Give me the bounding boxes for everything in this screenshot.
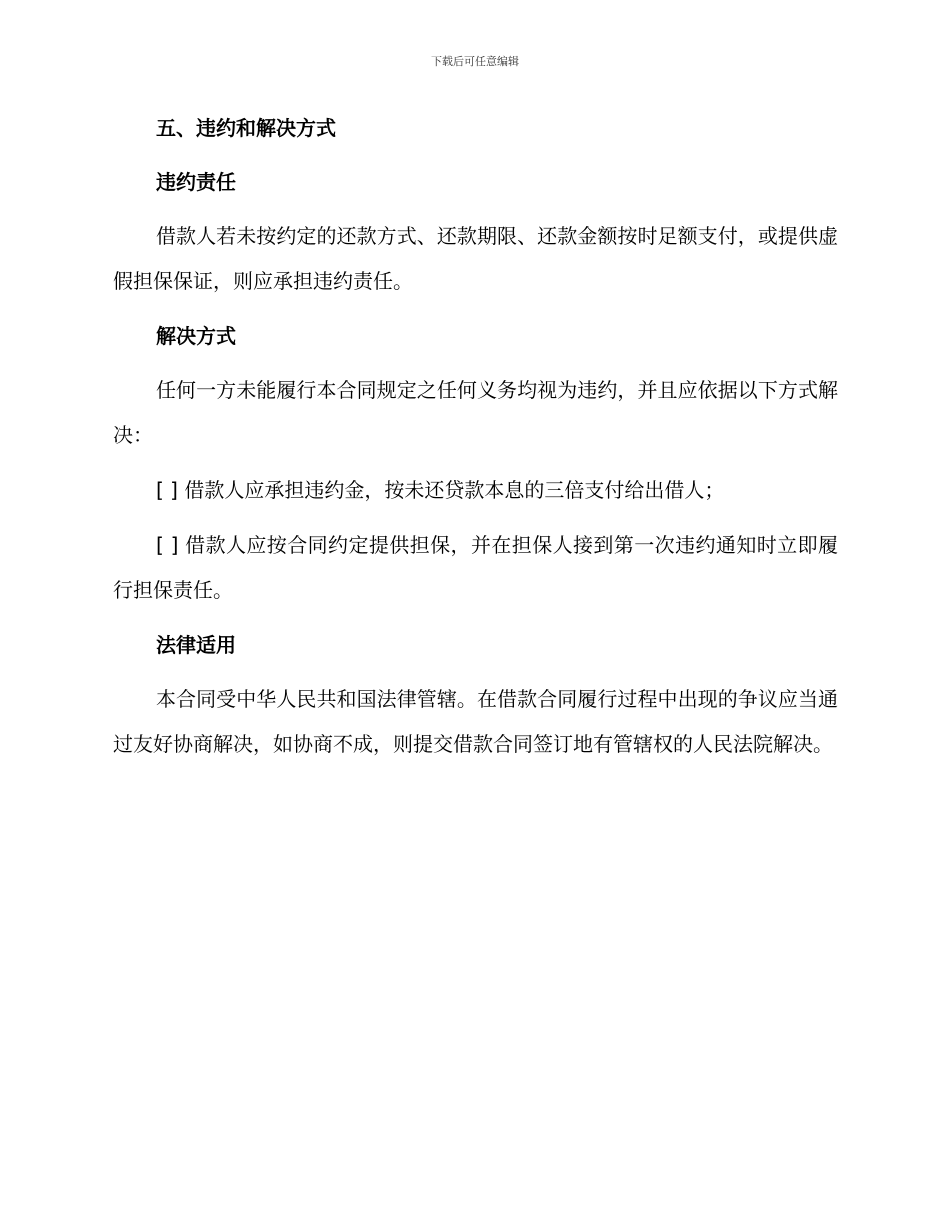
document-content	[113, 106, 838, 777]
section-title: 五、违约和解决方式	[156, 116, 336, 140]
law-heading: 法律适用	[156, 633, 236, 657]
breach-heading: 违约责任	[156, 170, 236, 194]
resolution-option-1: [ ] 借款人应承担违约金，按未还贷款本息的三倍支付给出借人；	[156, 478, 725, 502]
resolution-intro-paragraph: 任何一方未能履行本合同规定之任何义务均视为违约，并且应依据以下方式解决：	[113, 378, 838, 447]
resolution-heading: 解决方式	[156, 324, 236, 348]
breach-paragraph: 借款人若未按约定的还款方式、还款期限、还款金额按时足额支付，或提供虚假担保保证，则应承担违约责任。	[113, 224, 838, 293]
page-header: 下载后可任意编辑	[431, 55, 519, 68]
law-paragraph: 本合同受中华人民共和国法律管辖。在借款合同履行过程中出现的争议应当通过友好协商解决，如协商不成，则提交借款合同签订地有管辖权的人民法院解决。	[113, 687, 838, 756]
resolution-option-2: [ ] 借款人应按合同约定提供担保，并在担保人接到第一次违约通知时立即履行担保责任。	[113, 533, 838, 602]
